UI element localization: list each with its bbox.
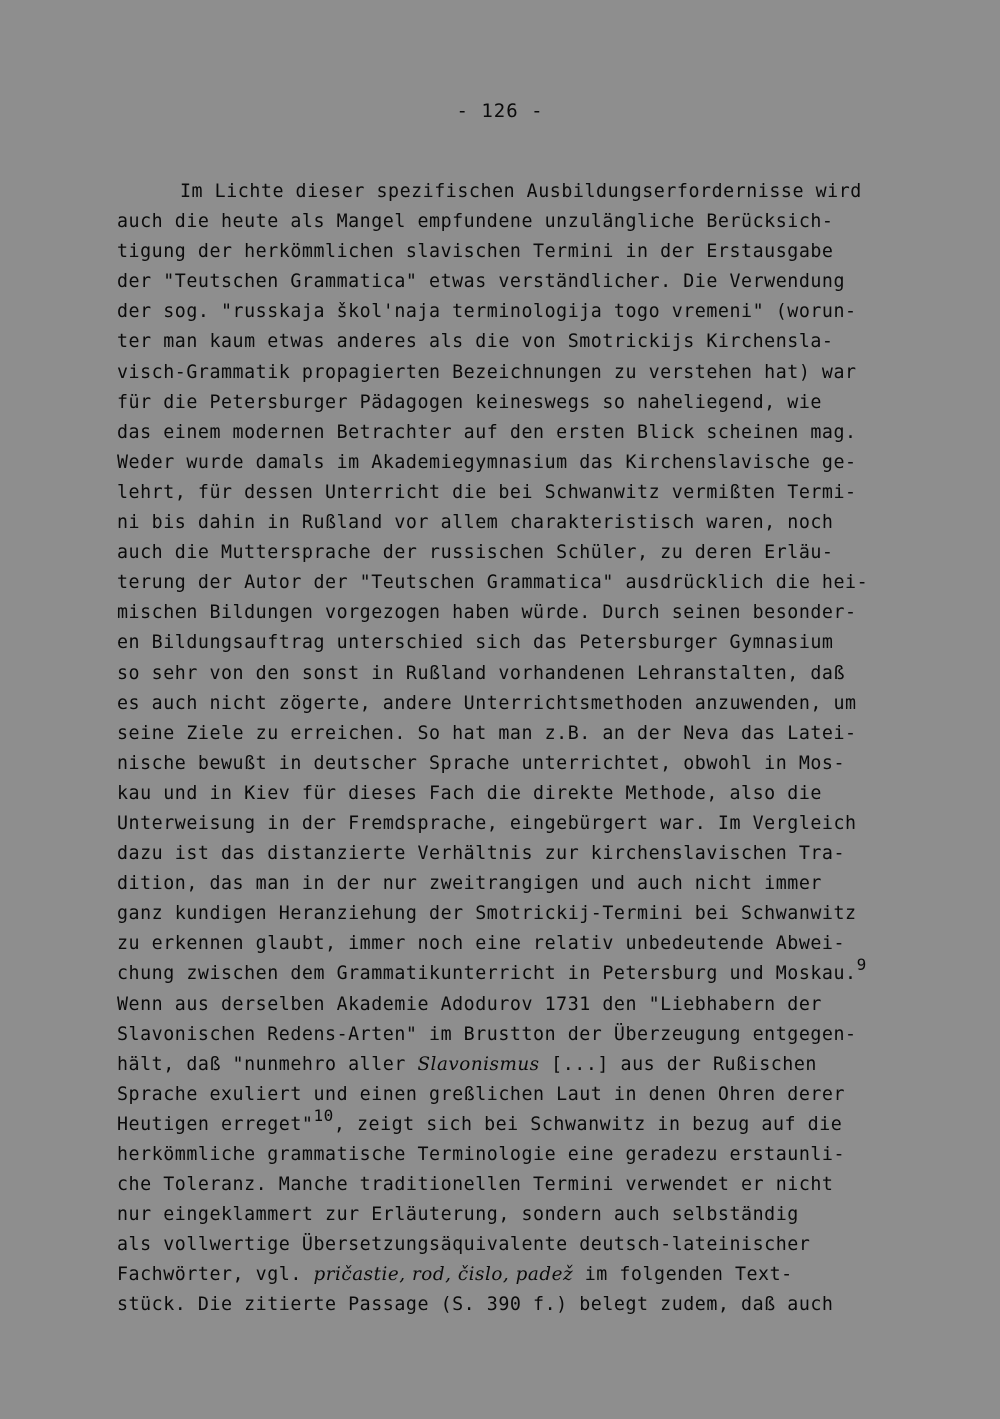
italic-term: pričastie [313, 1264, 400, 1286]
text-line: mischen Bildungen vorgezogen haben würde. Durch seinen besonder- [117, 602, 857, 624]
text-line: dazu ist das distanzierte Verhältnis zur kirchenslavischen Tra- [117, 843, 846, 865]
text-line: so sehr von den sonst in Rußland vorhandenen Lehranstalten, daß [117, 662, 846, 684]
text-line: es auch nicht zögerte, andere Unterrichtsmethoden anzuwenden, um [117, 692, 857, 714]
text-line: stück. Die zitierte Passage (S. 390 f.) belegt zudem, daß auch [117, 1294, 834, 1316]
text-line: che Toleranz. Manche traditionellen Termini verwendet er nicht [117, 1174, 834, 1196]
text-line: Im Lichte dieser spezifischen Ausbildungserfordernisse wird [180, 181, 862, 202]
text-segment: im folgenden Text- [573, 1264, 793, 1286]
text-line: ni bis dahin in Rußland vor allem charakteristisch waren, noch [117, 512, 834, 534]
italic-term: padež [515, 1264, 574, 1286]
text-line [117, 955, 917, 989]
text-line: Unterweisung in der Fremdsprache, eingebürgert war. Im Vergleich [117, 812, 857, 834]
text-line: visch-Grammatik propagierten Bezeichnungen zu verstehen hat) war [117, 361, 857, 383]
text-line: nur eingeklammert zur Erläuterung, sondern auch selbständig [117, 1204, 799, 1226]
text-line [117, 1105, 917, 1140]
text-line: kau und in Kiev für dieses Fach die direkte Methode, also die [117, 782, 822, 804]
text-line: dition, das man in der nur zweitrangigen und auch nicht immer [117, 873, 822, 895]
text-line: terung der Autor der "Teutschen Grammatica" ausdrücklich die hei- [117, 572, 869, 594]
footnote-marker: 9 [856, 955, 867, 975]
text-line: das einem modernen Betrachter auf den ersten Blick scheinen mag. [117, 421, 857, 443]
text-line: herkömmliche grammatische Terminologie eine geradezu erstaunli- [117, 1144, 846, 1165]
body-paragraph [117, 177, 917, 1321]
text-line: ter man kaum etwas anderes als die von Smotrickijs Kirchensla- [117, 331, 834, 353]
text-line: auch die Muttersprache der russischen Schüler, zu deren Erläu- [117, 542, 834, 564]
text-line: Wenn aus derselben Akademie Adodurov 1731 den "Liebhabern der [117, 993, 822, 1015]
italic-separator: , [502, 1264, 516, 1286]
text-line: ganz kundigen Heranziehung der Smotrickij-Termini bei Schwanwitz [117, 903, 857, 925]
text-line: zu erkennen glaubt, immer noch eine relativ unbedeutende Abwei- [117, 933, 846, 955]
text-line: Sprache exuliert und einen greßlichen Laut in denen Ohren derer [117, 1083, 846, 1105]
text-line [117, 1260, 917, 1290]
italic-separator: , [399, 1264, 412, 1286]
italic-term: čislo [457, 1264, 503, 1286]
text-segment: Fachwörter, vgl. [117, 1264, 314, 1286]
text-line [117, 1050, 917, 1080]
page-number: - 126 - [456, 100, 544, 122]
text-line: als vollwertige Übersetzungsäquivalente deutsch-lateinischer [117, 1234, 811, 1256]
text-segment: [...] aus der Rußischen [539, 1053, 817, 1075]
italic-term: Slavonismus [417, 1053, 540, 1075]
text-line: der sog. "russkaja škol'naja terminologija togo vremeni" (worun- [117, 301, 857, 323]
text-line: für die Petersburger Pädagogen keineswegs so naheliegend, wie [117, 391, 822, 413]
text-line: en Bildungsauftrag unterschied sich das Petersburger Gymnasium [117, 632, 834, 654]
text-segment: hält, daß "nunmehro aller [117, 1053, 418, 1075]
text-line: Slavonischen Redens-Arten" im Brustton der Überzeugung entgegen- [117, 1023, 857, 1045]
text-segment: chung zwischen dem Grammatikunterricht in Petersburg und Moskau. [117, 963, 857, 985]
text-line: nische bewußt in deutscher Sprache unterrichtet, obwohl in Mos- [117, 752, 846, 774]
text-line: auch die heute als Mangel empfundene unzulängliche Berücksich- [117, 211, 834, 233]
text-segment: Heutigen erreget" [117, 1113, 314, 1135]
footnote-marker: 10 [313, 1105, 334, 1125]
text-line: seine Ziele zu erreichen. So hat man z.B. an der Neva das Latei- [117, 722, 857, 744]
italic-term: rod [411, 1264, 446, 1286]
italic-separator: , [445, 1264, 458, 1286]
text-line: Weder wurde damals im Akademiegymnasium das Kirchenslavische ge- [117, 451, 857, 473]
text-line: der "Teutschen Grammatica" etwas verständlicher. Die Verwendung [117, 271, 846, 293]
text-segment: , zeigt sich bei Schwanwitz in bezug auf die [333, 1113, 843, 1135]
text-line: tigung der herkömmlichen slavischen Termini in der Erstausgabe [117, 241, 834, 263]
text-line: lehrt, für dessen Unterricht die bei Schwanwitz vermißten Termi- [117, 481, 857, 503]
